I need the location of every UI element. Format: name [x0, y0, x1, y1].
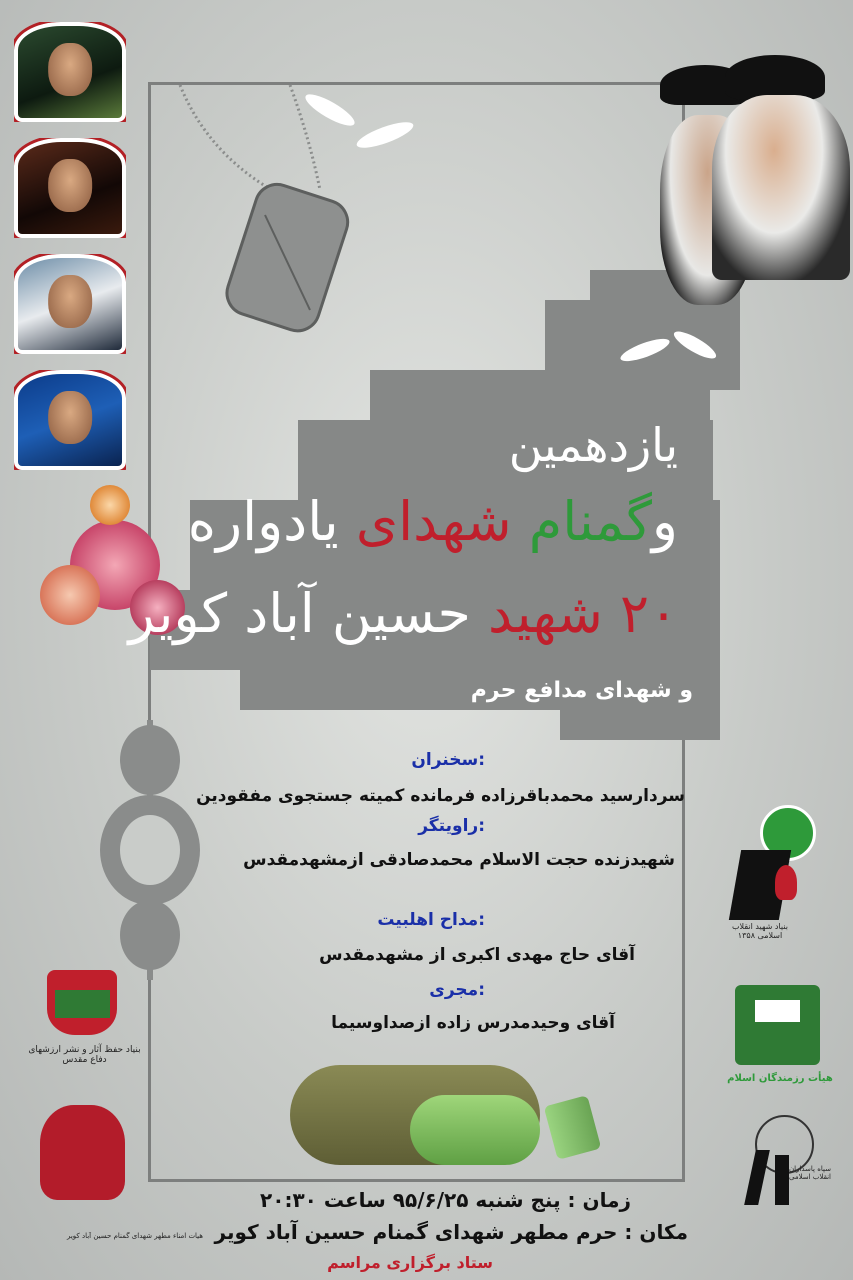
host-value: آقای وحیدمدرس زاده ازصداوسیما: [331, 1013, 615, 1033]
portrait-speaker-1: [14, 22, 126, 122]
yadvareh-caption: هیات امناء مطهر شهدای گمنام حسین آباد کویر: [67, 1232, 203, 1240]
sepah-caption: سپاه پاسداران انقلاب اسلامی: [788, 1165, 832, 1181]
leaders-portrait-image: [650, 55, 850, 280]
title-part: یادواره: [187, 490, 339, 553]
host-label: مجری:: [429, 980, 485, 1000]
feather-icon: [300, 80, 420, 170]
bonyad-hefz-logo: [22, 965, 152, 1080]
canteen-image: [280, 1055, 600, 1175]
title-shrine-defenders: و شهدای مدافع حرم: [470, 678, 693, 703]
title-eleventh: یازدهمین: [508, 418, 678, 472]
narrator-value: شهیدزنده حجت الاسلام محمدصادقی ازمشهدمقدس: [243, 850, 675, 870]
speaker-value: سردارسید محمدباقرزاده فرمانده کمیته جستجوی مفقودین: [196, 786, 685, 806]
sepah-logo: [730, 1100, 840, 1210]
organizer: ستاد برگزاری مراسم: [327, 1253, 493, 1272]
title-panel-step8: [560, 700, 720, 740]
speaker-label: سخنران:: [411, 750, 485, 770]
heyat-logo: [725, 965, 835, 1095]
yadvareh-logo: [35, 1105, 135, 1205]
bonyad-shahid-logo: [725, 800, 835, 940]
portrait-speaker-3: [14, 254, 126, 354]
portrait-speaker-2: [14, 138, 126, 238]
feather-icon: [615, 320, 725, 380]
event-time: زمان : پنج شنبه ۹۵/۶/۲۵ ساعت ۲۰:۳۰: [260, 1188, 631, 1212]
title-part-red: ۲۰ شهید: [470, 582, 678, 645]
portrait-speaker-4: [14, 370, 126, 470]
ornament-decoration: [90, 720, 210, 980]
title-commemoration: [188, 490, 678, 553]
title-martyrs: [129, 582, 678, 645]
title-part-red: شهدای: [338, 490, 512, 553]
eulogist-label: مداح اهلبیت:: [377, 910, 485, 930]
narrator-label: راویتگر:: [418, 816, 485, 836]
title-part-green: گمنام: [511, 490, 652, 553]
event-place: مکان : حرم مطهر شهدای گمنام حسین آباد کویر: [214, 1220, 688, 1244]
heyat-caption: هیأت رزمندگان اسلام: [727, 1073, 833, 1084]
bonyad-hefz-caption: بنیاد حفظ آثار و نشر ارزشهای دفاع مقدس: [28, 1045, 141, 1065]
eulogist-value: آقای حاج مهدی اکبری از مشهدمقدس: [319, 945, 635, 965]
bonyad-shahid-caption: بنیاد شهید انقلاب اسلامی ۱۳۵۸: [732, 922, 788, 940]
title-part: حسین آباد کویر: [128, 582, 471, 645]
title-part: و: [651, 490, 678, 553]
